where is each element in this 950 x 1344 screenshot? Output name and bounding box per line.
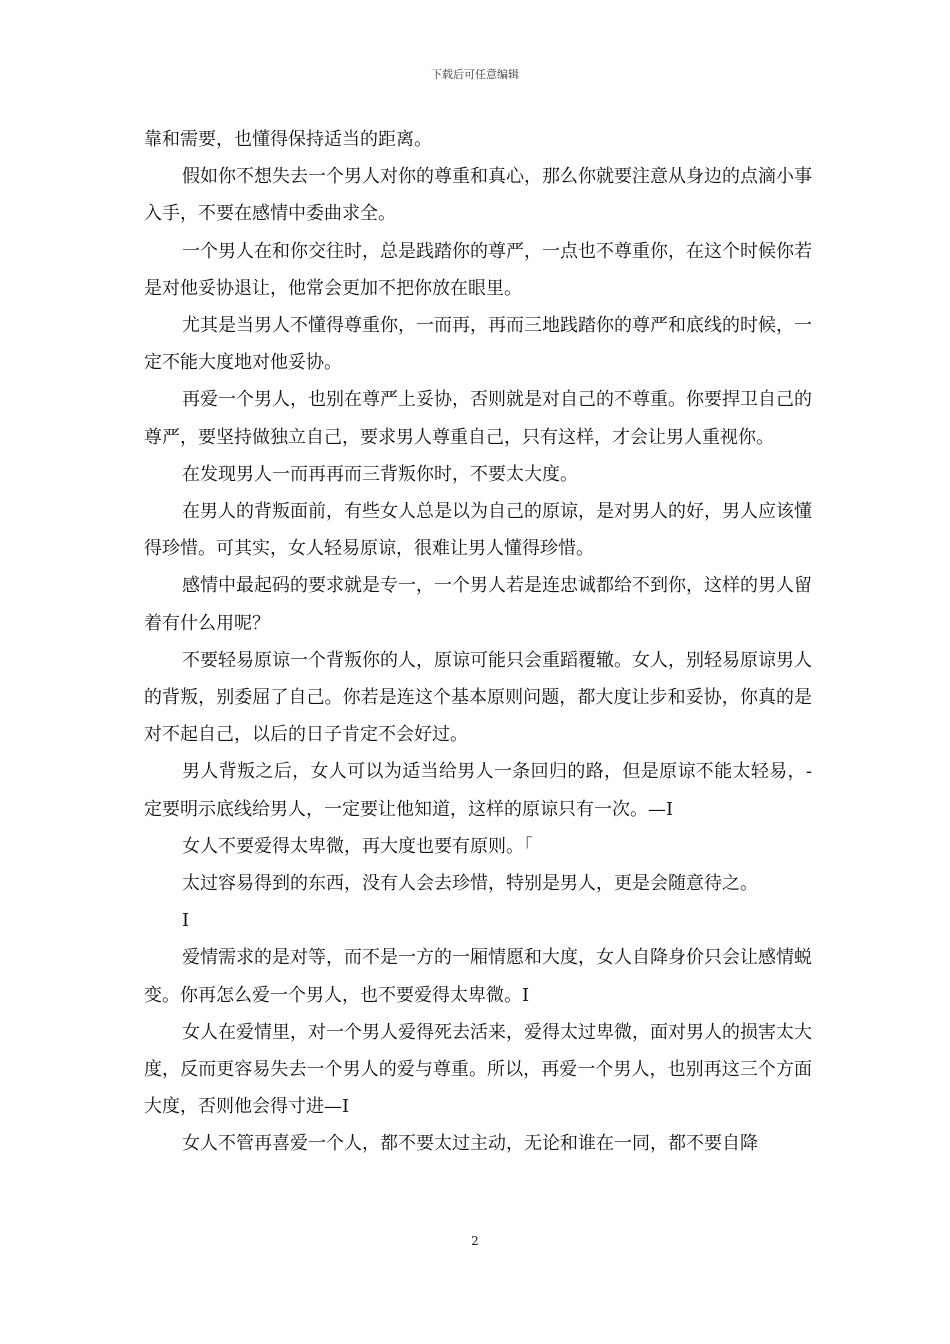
page-number: 2 (471, 1234, 479, 1248)
paragraph-14: 爱情需求的是对等，而不是一方的一厢情愿和大度，女人自降身价只会让感情蜕变。你再怎么爱一个男人，也不要爱得太卑微。I (144, 947, 812, 1006)
paragraph-1: 靠和需要，也懂得保持适当的距离。 (144, 129, 432, 150)
paragraph-6: 在发现男人一而再再而三背叛你时，不要太大度。 (182, 463, 578, 485)
paragraph-10: 男人背叛之后，女人可以为适当给男人一条回归的路，但是原谅不能太轻易，-定要明示底线给男人，一定要让他知道，这样的原谅只有一次。—I (144, 761, 812, 820)
paragraph-4: 尤其是当男人不懂得尊重你，一而再，再而三地践踏你的尊严和底线的时候，一定不能大度地对他妥协。 (144, 315, 812, 374)
paragraph-3: 一个男人在和你交往时，总是践踏你的尊严，一点也不尊重你，在这个时候你若是对他妥协退让，他常会更加不把你放在眼里。 (144, 240, 812, 299)
paragraph-8: 感情中最起码的要求就是专一，一个男人若是连忠诚都给不到你，这样的男人留着有什么用呢？ (144, 575, 812, 634)
paragraph-11: 女人不要爱得太卑微，再大度也要有原则。「 (182, 835, 533, 857)
paragraph-15: 女人在爱情里，对一个男人爱得死去活来，爱得太过卑微，面对男人的损害太大度，反而更容易失去一个男人的爱与尊重。所以，再爱一个男人，也别再这三个方面大度，否则他会得寸进—I (144, 1021, 812, 1118)
document-body (144, 121, 812, 1163)
paragraph-5: 再爱一个男人，也别在尊严上妥协，否则就是对自己的不尊重。你要捍卫自己的尊严，要坚持做独立自己，要求男人尊重自己，只有这样，才会让男人重视你。 (144, 389, 812, 448)
paragraph-16: 女人不管再喜爱一个人，都不要太过主动，无论和谁在一同，都不要自降 (182, 1133, 758, 1155)
paragraph-12: 太过容易得到的东西，没有人会去珍惜，特别是男人，更是会随意待之。 (182, 873, 758, 895)
paragraph-9: 不要轻易原谅一个背叛你的人，原谅可能只会重蹈覆辙。女人，别轻易原谅男人的背叛，别委屈了自己。你若是连这个基本原则问题，都大度让步和妥协，你真的是对不起自己，以后的日子肯定不会好过。 (144, 649, 812, 746)
paragraph-2: 假如你不想失去一个男人对你的尊重和真心，那么你就要注意从身边的点滴小事入手，不要在感情中委曲求全。 (144, 166, 812, 225)
paragraph-7: 在男人的背叛面前，有些女人总是以为自己的原谅，是对男人的好，男人应该懂得珍惜。可其实，女人轻易原谅，很难让男人懂得珍惜。 (144, 501, 812, 560)
page-header: 下载后可任意编辑 (431, 68, 519, 81)
paragraph-13: I (182, 910, 190, 932)
